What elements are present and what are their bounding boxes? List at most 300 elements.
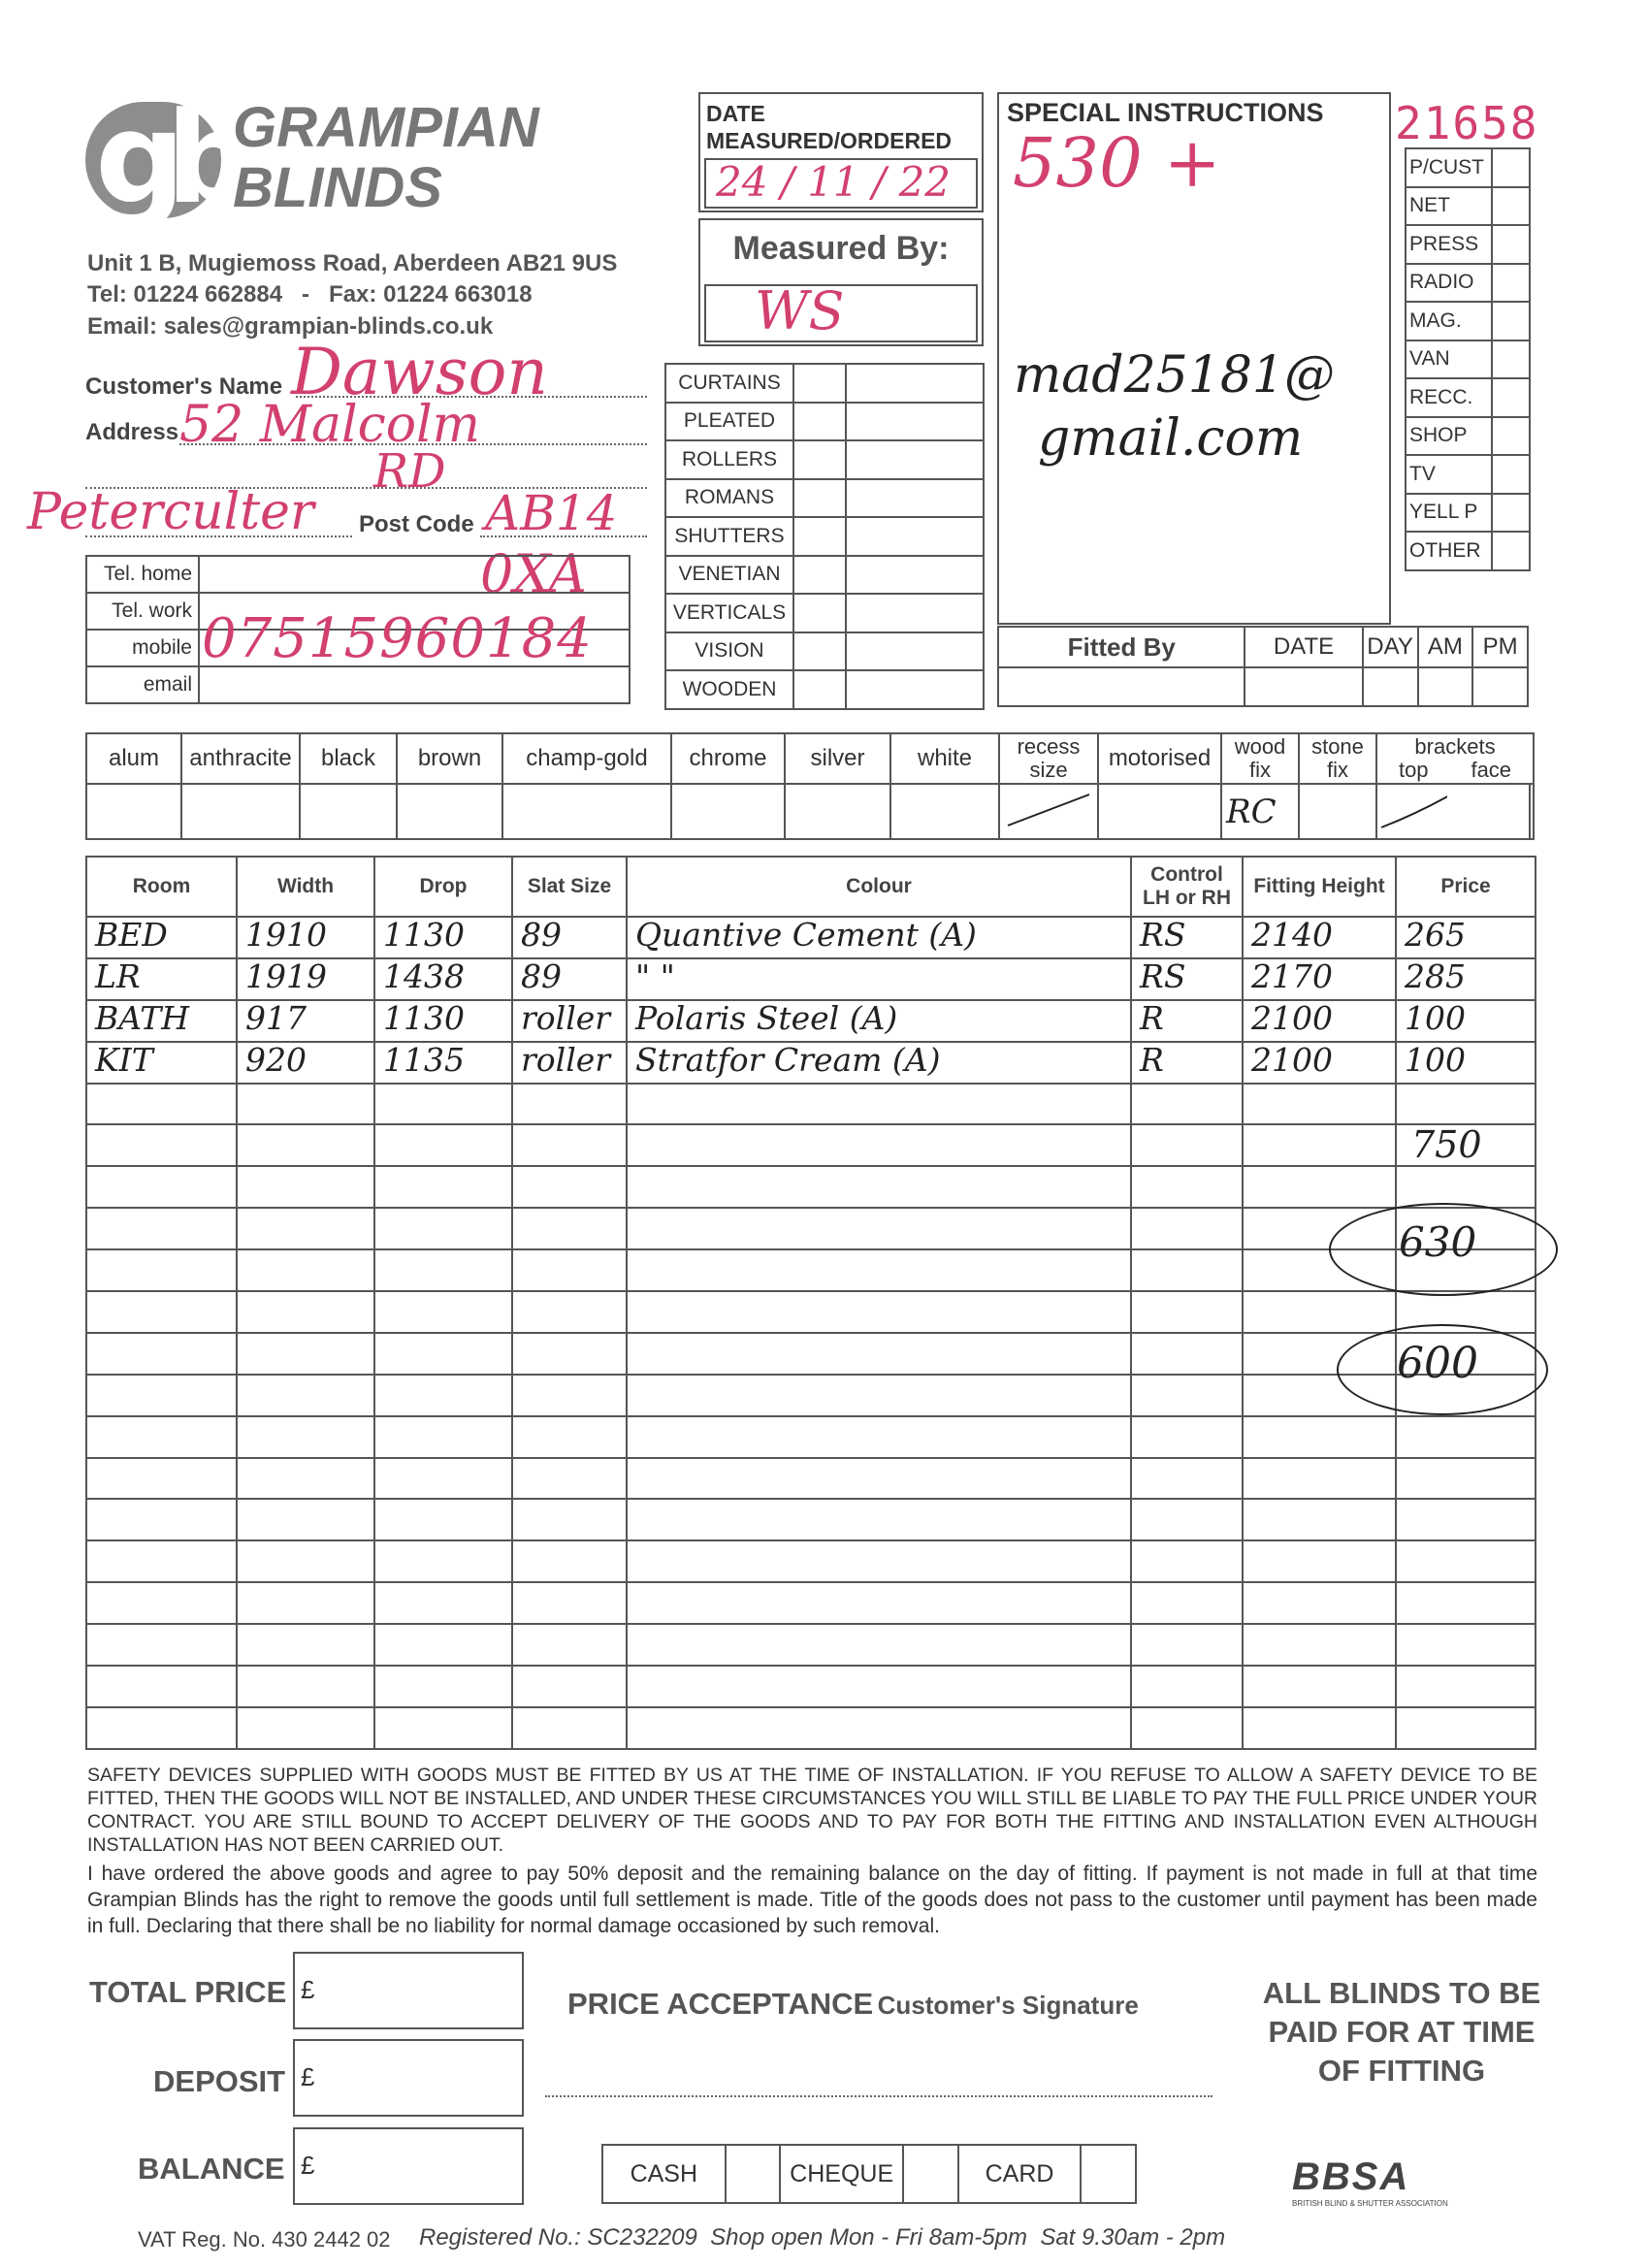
order-cell[interactable]	[627, 1166, 1131, 1208]
order-cell[interactable]	[1131, 1582, 1243, 1624]
order-cell[interactable]	[374, 917, 512, 958]
order-cell[interactable]	[1243, 917, 1396, 958]
order-cell[interactable]	[86, 1375, 237, 1416]
order-cell[interactable]	[627, 1707, 1131, 1749]
date-value-box	[704, 158, 978, 209]
product-checkbox[interactable]	[793, 594, 846, 632]
order-cell[interactable]	[512, 1707, 627, 1749]
order-cell[interactable]	[1396, 1166, 1536, 1208]
order-cell[interactable]	[237, 1416, 374, 1458]
customer-name-label: Customer's Name	[85, 373, 283, 400]
order-cell[interactable]	[237, 1084, 374, 1125]
order-cell[interactable]	[86, 1624, 237, 1666]
order-cell[interactable]	[374, 1291, 512, 1333]
order-cell[interactable]	[237, 1042, 374, 1084]
order-cell[interactable]	[1131, 1208, 1243, 1249]
vat-number: VAT Reg. No. 430 2442 02	[138, 2227, 391, 2252]
order-cell[interactable]	[237, 1000, 374, 1042]
order-cell[interactable]	[1243, 1707, 1396, 1749]
order-cell[interactable]	[627, 1124, 1131, 1166]
product-checkbox[interactable]	[793, 632, 846, 671]
order-cell-text: 285	[1405, 956, 1466, 995]
phone-value[interactable]	[199, 556, 630, 593]
product-note[interactable]	[846, 479, 984, 518]
finish-stone-fix-label: stone fix	[1299, 733, 1376, 784]
finish-colour-checkbox[interactable]	[785, 784, 890, 839]
card-checkbox[interactable]	[1081, 2145, 1136, 2203]
order-cell[interactable]	[86, 1166, 237, 1208]
finishes-table	[85, 732, 1535, 840]
order-cell[interactable]	[86, 1042, 237, 1084]
order-cell[interactable]	[237, 1666, 374, 1707]
order-cell[interactable]	[1396, 1624, 1536, 1666]
order-cell-text: roller	[521, 1040, 611, 1079]
order-cell-text: 2170	[1251, 956, 1333, 995]
card-label: CARD	[958, 2145, 1082, 2203]
table-row	[86, 1582, 1536, 1624]
order-cell[interactable]	[627, 1540, 1131, 1582]
order-cell[interactable]	[1131, 1416, 1243, 1458]
order-cell[interactable]	[374, 1416, 512, 1458]
order-cell[interactable]	[1131, 1707, 1243, 1749]
source-label: SHOP	[1406, 417, 1492, 456]
order-cell[interactable]	[374, 1333, 512, 1375]
deposit-label: DEPOSIT	[153, 2064, 286, 2098]
order-cell[interactable]	[86, 1084, 237, 1125]
order-cell[interactable]	[1243, 958, 1396, 1000]
phones-table	[85, 555, 630, 704]
order-cell[interactable]	[86, 958, 237, 1000]
order-cell[interactable]	[512, 1166, 627, 1208]
address-line-3	[85, 535, 352, 537]
order-cell[interactable]	[512, 958, 627, 1000]
order-cell[interactable]	[1243, 1042, 1396, 1084]
order-cell[interactable]	[1396, 1000, 1536, 1042]
order-cell[interactable]	[512, 1540, 627, 1582]
order-cell[interactable]	[374, 1458, 512, 1500]
order-cell[interactable]	[1243, 1624, 1396, 1666]
order-cell[interactable]	[512, 1000, 627, 1042]
order-cell[interactable]	[512, 1458, 627, 1500]
order-cell-text: 920	[245, 1040, 307, 1079]
total-price-currency: £	[301, 1975, 315, 2004]
order-cell[interactable]	[512, 1291, 627, 1333]
order-cell[interactable]	[512, 1666, 627, 1707]
order-cell[interactable]	[86, 1249, 237, 1291]
order-cell[interactable]	[1131, 1624, 1243, 1666]
order-cell[interactable]	[86, 1666, 237, 1707]
product-note[interactable]	[846, 556, 984, 595]
order-cell[interactable]	[1396, 1042, 1536, 1084]
table-row	[86, 1375, 1536, 1416]
order-cell[interactable]	[512, 1042, 627, 1084]
order-cell-text: 1130	[383, 916, 465, 954]
order-cell[interactable]	[627, 1333, 1131, 1375]
order-cell[interactable]	[627, 1042, 1131, 1084]
order-cell[interactable]	[86, 1000, 237, 1042]
order-cell[interactable]	[512, 1208, 627, 1249]
order-cell[interactable]	[374, 1208, 512, 1249]
product-label: VERTICALS	[665, 594, 793, 632]
product-note[interactable]	[846, 403, 984, 441]
order-cell[interactable]	[374, 1249, 512, 1291]
table-row	[86, 1416, 1536, 1458]
order-cell[interactable]	[1396, 1084, 1536, 1125]
payment-notice: ALL BLINDS TO BE PAID FOR AT TIME OF FITTING	[1262, 1976, 1541, 2088]
source-checkbox[interactable]	[1492, 225, 1530, 264]
finish-brackets-face-value	[1530, 784, 1534, 839]
phone-label: Tel. work	[86, 593, 199, 630]
order-cell[interactable]	[627, 1249, 1131, 1291]
order-cell[interactable]	[86, 917, 237, 958]
order-cell[interactable]	[1243, 1582, 1396, 1624]
order-cell[interactable]	[1396, 917, 1536, 958]
finish-colour-checkbox[interactable]	[86, 784, 181, 839]
order-cell[interactable]	[374, 1124, 512, 1166]
order-cell[interactable]	[627, 1208, 1131, 1249]
order-cell[interactable]	[1131, 1375, 1243, 1416]
cash-label: CASH	[602, 2145, 726, 2203]
order-cell[interactable]	[1243, 1499, 1396, 1540]
total-2: 630	[1399, 1218, 1477, 1266]
order-cell[interactable]	[237, 1249, 374, 1291]
company-logo	[85, 84, 238, 232]
order-cell[interactable]	[627, 958, 1131, 1000]
order-cell[interactable]	[1131, 917, 1243, 958]
product-checkbox[interactable]	[793, 556, 846, 595]
source-label: RADIO	[1406, 264, 1492, 303]
product-checkbox[interactable]	[793, 670, 846, 709]
order-cell[interactable]	[237, 958, 374, 1000]
order-cell[interactable]	[512, 1416, 627, 1458]
source-checkbox[interactable]	[1492, 532, 1530, 570]
order-cell-text: LR	[95, 956, 141, 995]
bbsa-logo	[1292, 2155, 1520, 2208]
order-cell[interactable]	[374, 1375, 512, 1416]
phone-value-text: 07515960184	[202, 607, 593, 670]
finish-colour-checkbox[interactable]	[300, 784, 397, 839]
order-cell[interactable]	[627, 1000, 1131, 1042]
tick-icon	[1377, 785, 1447, 833]
finish-wood-fix-value	[1221, 784, 1299, 839]
order-cell[interactable]	[374, 1540, 512, 1582]
finish-colour-checkbox[interactable]	[890, 784, 999, 839]
order-cell[interactable]	[1243, 1084, 1396, 1125]
order-cell[interactable]	[1243, 1124, 1396, 1166]
order-cell[interactable]	[237, 1499, 374, 1540]
order-cell[interactable]	[1131, 1291, 1243, 1333]
order-cell[interactable]	[86, 1582, 237, 1624]
order-cell[interactable]	[1131, 958, 1243, 1000]
source-checkbox[interactable]	[1492, 417, 1530, 456]
order-cell[interactable]	[627, 1458, 1131, 1500]
order-cell[interactable]	[237, 1540, 374, 1582]
bbsa-sub: BRITISH BLIND & SHUTTER ASSOCIATION	[1292, 2199, 1448, 2208]
order-cell[interactable]	[374, 1666, 512, 1707]
fitted-pm-label: PM	[1472, 627, 1528, 667]
order-cell[interactable]	[1131, 1000, 1243, 1042]
order-cell[interactable]	[86, 1208, 237, 1249]
order-cell-text: 1438	[383, 956, 465, 995]
address-value-1: 52 Malcolm	[179, 396, 480, 454]
total-3: 600	[1397, 1339, 1478, 1388]
registered-info: Registered No.: SC232209 Shop open Mon - Fri 8am-5pm Sat 9.30am - 2pm	[419, 2224, 1226, 2251]
order-cell[interactable]	[374, 1624, 512, 1666]
order-cell[interactable]	[627, 1291, 1131, 1333]
source-checkbox[interactable]	[1492, 455, 1530, 494]
fitted-am-label: AM	[1418, 627, 1473, 667]
order-cell[interactable]	[1396, 1707, 1536, 1749]
order-cell[interactable]	[1396, 1582, 1536, 1624]
order-cell[interactable]	[1131, 1458, 1243, 1500]
product-note[interactable]	[846, 632, 984, 671]
source-checkbox[interactable]	[1492, 187, 1530, 226]
order-cell[interactable]	[1131, 1166, 1243, 1208]
order-cell[interactable]	[1396, 1666, 1536, 1707]
order-cell-text: " "	[635, 956, 675, 995]
order-cell[interactable]	[1131, 1249, 1243, 1291]
order-cell[interactable]	[512, 1375, 627, 1416]
order-cell[interactable]	[237, 1375, 374, 1416]
deposit-currency: £	[301, 2062, 315, 2091]
source-label: MAG.	[1406, 302, 1492, 340]
order-cell[interactable]	[512, 1582, 627, 1624]
order-cell[interactable]	[1243, 1416, 1396, 1458]
order-cell[interactable]	[1131, 1042, 1243, 1084]
product-checkbox[interactable]	[793, 364, 846, 403]
source-checkbox[interactable]	[1492, 378, 1530, 417]
cheque-label: CHEQUE	[780, 2145, 903, 2203]
company-name-2: BLINDS	[233, 156, 442, 219]
order-cell[interactable]	[512, 1333, 627, 1375]
order-cell-text: RS	[1140, 916, 1186, 954]
measured-by-box	[698, 218, 984, 346]
order-cell[interactable]	[512, 1624, 627, 1666]
finish-colour-label: black	[300, 733, 397, 784]
order-cell[interactable]	[86, 1458, 237, 1500]
company-tel-fax: Tel: 01224 662884 - Fax: 01224 663018	[87, 281, 533, 308]
order-cell[interactable]	[512, 917, 627, 958]
finish-colour-checkbox[interactable]	[397, 784, 502, 839]
order-cell[interactable]	[374, 1707, 512, 1749]
order-cell[interactable]	[1131, 1499, 1243, 1540]
source-checkbox[interactable]	[1492, 302, 1530, 340]
order-cell[interactable]	[627, 917, 1131, 958]
order-cell[interactable]	[1243, 1291, 1396, 1333]
order-cell-text: 917	[245, 998, 307, 1037]
cash-checkbox[interactable]	[726, 2145, 781, 2203]
product-note[interactable]	[846, 440, 984, 479]
payment-method-table	[601, 2144, 1137, 2204]
order-cell[interactable]	[86, 1499, 237, 1540]
product-label: VISION	[665, 632, 793, 671]
order-cell[interactable]	[86, 1124, 237, 1166]
order-cell[interactable]	[237, 1458, 374, 1500]
order-cell-text: 100	[1405, 998, 1466, 1037]
order-cell[interactable]	[1131, 1333, 1243, 1375]
order-cell-text: BATH	[95, 998, 190, 1037]
table-row	[86, 1000, 1536, 1042]
finish-brackets-top-value	[1376, 784, 1530, 839]
order-cell[interactable]	[1396, 1499, 1536, 1540]
product-label: SHUTTERS	[665, 517, 793, 556]
order-cell[interactable]	[237, 1333, 374, 1375]
source-checkbox[interactable]	[1492, 340, 1530, 379]
order-cell[interactable]	[512, 1084, 627, 1125]
finish-colour-label: silver	[785, 733, 890, 784]
order-cell[interactable]	[512, 1124, 627, 1166]
order-cell[interactable]	[627, 1084, 1131, 1125]
product-note[interactable]	[846, 364, 984, 403]
finish-colour-checkbox[interactable]	[671, 784, 785, 839]
source-label: YELL P	[1406, 494, 1492, 533]
order-cell[interactable]	[1243, 1540, 1396, 1582]
order-cell[interactable]	[237, 1291, 374, 1333]
order-cell[interactable]	[1396, 1458, 1536, 1500]
order-cell[interactable]	[237, 1124, 374, 1166]
order-cell[interactable]	[86, 1333, 237, 1375]
order-cell[interactable]	[237, 1707, 374, 1749]
order-cell[interactable]	[237, 1624, 374, 1666]
order-cell[interactable]	[374, 1166, 512, 1208]
finish-stone-fix-value	[1299, 784, 1376, 839]
product-note[interactable]	[846, 517, 984, 556]
balance-box	[293, 2127, 524, 2205]
order-cell[interactable]	[512, 1249, 627, 1291]
order-cell[interactable]	[374, 1582, 512, 1624]
product-note[interactable]	[846, 594, 984, 632]
order-cell[interactable]	[86, 1707, 237, 1749]
order-cell-text: Stratfor Cream (A)	[635, 1040, 941, 1079]
source-checkbox[interactable]	[1492, 264, 1530, 303]
order-cell[interactable]	[237, 917, 374, 958]
order-cell[interactable]	[374, 1499, 512, 1540]
order-cell[interactable]	[512, 1499, 627, 1540]
order-cell[interactable]	[374, 1084, 512, 1125]
finish-colour-label: anthracite	[181, 733, 300, 784]
order-header: Width	[237, 857, 374, 917]
order-cell[interactable]	[237, 1582, 374, 1624]
order-cell-text: BED	[95, 916, 168, 954]
order-cell[interactable]	[1243, 1458, 1396, 1500]
order-number: 21658	[1395, 97, 1539, 149]
order-cell[interactable]	[1131, 1540, 1243, 1582]
order-cell-text: 89	[521, 956, 562, 995]
order-cell[interactable]	[1131, 1084, 1243, 1125]
finish-motorised-label: motorised	[1098, 733, 1221, 784]
order-cell-text: Polaris Steel (A)	[635, 998, 898, 1037]
order-cell[interactable]	[237, 1166, 374, 1208]
signature-line	[545, 2095, 1212, 2097]
special-instructions-box	[997, 92, 1391, 625]
total-price-box	[293, 1952, 524, 2029]
source-label: P/CUST	[1406, 148, 1492, 187]
measured-by-value: WS	[755, 280, 845, 341]
table-row	[86, 1042, 1536, 1084]
order-cell[interactable]	[627, 1416, 1131, 1458]
order-cell[interactable]	[627, 1666, 1131, 1707]
finish-colour-checkbox[interactable]	[181, 784, 300, 839]
finish-recess-value	[999, 784, 1098, 839]
source-checkbox[interactable]	[1492, 494, 1530, 533]
order-cell[interactable]	[1396, 1416, 1536, 1458]
order-header: Colour	[627, 857, 1131, 917]
order-cell[interactable]	[1396, 958, 1536, 1000]
finish-brackets-title: brackets	[1414, 734, 1496, 759]
tick-icon	[1000, 785, 1095, 833]
source-checkbox[interactable]	[1492, 148, 1530, 187]
order-cell[interactable]	[627, 1624, 1131, 1666]
table-row	[86, 958, 1536, 1000]
product-checkbox[interactable]	[793, 517, 846, 556]
order-cell-text: 2100	[1251, 998, 1333, 1037]
special-instructions-email-2: gmail.com	[1038, 409, 1304, 468]
table-row	[86, 1084, 1536, 1125]
product-note[interactable]	[846, 670, 984, 709]
order-cell[interactable]	[1396, 1540, 1536, 1582]
total-1: 750	[1411, 1123, 1482, 1166]
order-cell[interactable]	[1243, 1666, 1396, 1707]
table-row	[86, 1707, 1536, 1749]
total-price-label: TOTAL PRICE	[89, 1975, 287, 2009]
order-cell[interactable]	[1131, 1666, 1243, 1707]
address-label: Address	[85, 419, 179, 445]
table-row	[86, 1666, 1536, 1707]
order-header: Slat Size	[512, 857, 627, 917]
phone-value[interactable]	[199, 607, 630, 670]
order-cell[interactable]	[1243, 1166, 1396, 1208]
order-cell[interactable]	[1131, 1124, 1243, 1166]
source-table	[1405, 147, 1531, 571]
fitted-date-label: DATE	[1245, 627, 1362, 667]
cheque-checkbox[interactable]	[903, 2145, 958, 2203]
order-cell[interactable]	[627, 1582, 1131, 1624]
phone-value[interactable]	[199, 666, 630, 703]
company-name-1: GRAMPIAN	[233, 96, 539, 159]
order-cell[interactable]	[374, 1042, 512, 1084]
order-cell-text: roller	[521, 998, 611, 1037]
order-cell-text: RS	[1140, 956, 1186, 995]
order-cell[interactable]	[627, 1499, 1131, 1540]
finish-colour-label: brown	[397, 733, 502, 784]
measured-by-value-box	[704, 280, 978, 342]
order-cell[interactable]	[237, 1208, 374, 1249]
product-checkbox[interactable]	[793, 479, 846, 518]
company-email: Email: sales@grampian-blinds.co.uk	[87, 313, 494, 340]
product-checkbox[interactable]	[793, 440, 846, 479]
order-cell[interactable]	[627, 1375, 1131, 1416]
finish-colour-label: champ-gold	[502, 733, 671, 784]
finish-brackets-sub	[1377, 759, 1533, 782]
order-cell[interactable]	[1243, 1000, 1396, 1042]
order-cell-text: 1910	[245, 916, 327, 954]
order-cell[interactable]	[374, 958, 512, 1000]
order-cell[interactable]	[86, 1291, 237, 1333]
finish-recess-label: recess size	[999, 733, 1098, 784]
product-label: VENETIAN	[665, 556, 793, 595]
fitted-am-value	[1418, 667, 1473, 706]
safety-terms: SAFETY DEVICES SUPPLIED WITH GOODS MUST BE FITTED BY US AT THE TIME OF INSTALLATION. IF YOU REFUSE TO ALLOW A SAFETY DEVICE TO BE FITTED, THEN THE GOODS WILL NOT BE INSTALLED, AND UNDER THESE CIRCUMSTANCES YOU WILL STILL BE LIABLE TO PAY THE FULL PRICE UNDER YOUR CONTRACT. YOU ARE STILL BOUND TO ACCEPT DELIVERY OF THE GOODS AND TO PAY FOR BOTH THE FITTING AND INSTALLATION EVEN ALTHOUGH INSTALLATION HAS NOT BEEN CARRIED OUT.	[87, 1765, 1537, 1856]
order-cell-text: 2100	[1251, 1040, 1333, 1079]
finish-colour-label: alum	[86, 733, 181, 784]
table-row	[86, 1249, 1536, 1291]
order-cell[interactable]	[86, 1540, 237, 1582]
order-cell[interactable]	[86, 1416, 237, 1458]
bbsa-text: BBSA	[1292, 2155, 1410, 2198]
product-checkbox[interactable]	[793, 403, 846, 441]
order-cell[interactable]	[374, 1000, 512, 1042]
finish-colour-checkbox[interactable]	[502, 784, 671, 839]
